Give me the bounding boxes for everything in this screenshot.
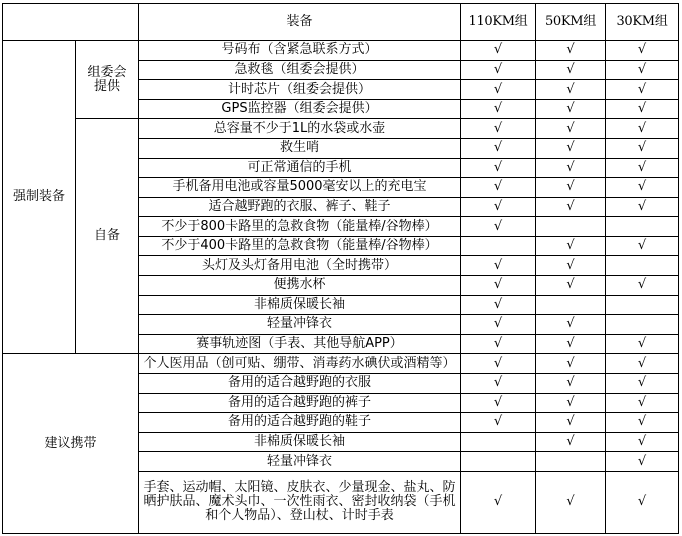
check-30km: √ — [606, 80, 679, 100]
check-50km — [536, 217, 606, 237]
check-110km — [461, 432, 536, 452]
check-50km: √ — [536, 334, 606, 354]
check-50km: √ — [536, 373, 606, 393]
check-30km — [606, 315, 679, 335]
check-110km: √ — [461, 217, 536, 237]
equipment-item: 备用的适合越野跑的衣服 — [139, 373, 461, 393]
check-110km: √ — [461, 393, 536, 413]
equipment-item: 个人医用品（创可贴、绷带、消毒药水碘伏或酒精等） — [139, 354, 461, 374]
table-row — [3, 354, 679, 374]
check-30km: √ — [606, 119, 679, 139]
check-30km: √ — [606, 471, 679, 533]
check-50km: √ — [536, 236, 606, 256]
check-50km: √ — [536, 393, 606, 413]
equipment-item: 赛事轨迹图（手表、其他导航APP） — [139, 334, 461, 354]
equipment-item: 不少于800卡路里的急救食物（能量棒/谷物棒） — [139, 217, 461, 237]
check-30km: √ — [606, 99, 679, 119]
check-30km: √ — [606, 413, 679, 433]
header-row — [3, 4, 679, 41]
check-110km: √ — [461, 80, 536, 100]
check-50km: √ — [536, 139, 606, 159]
check-110km: √ — [461, 354, 536, 374]
check-110km: √ — [461, 276, 536, 296]
check-30km — [606, 295, 679, 315]
check-50km: √ — [536, 178, 606, 198]
equipment-item: 计时芯片（组委会提供） — [139, 80, 461, 100]
check-30km: √ — [606, 393, 679, 413]
equipment-item: 救生哨 — [139, 139, 461, 159]
check-30km: √ — [606, 373, 679, 393]
equipment-item: 急救毯（组委会提供） — [139, 60, 461, 80]
table-body — [3, 4, 679, 534]
equipment-item: 非棉质保暖长袖 — [139, 432, 461, 452]
check-110km: √ — [461, 60, 536, 80]
check-110km: √ — [461, 158, 536, 178]
equipment-item: 手机备用电池或容量5000毫安以上的充电宝 — [139, 178, 461, 198]
check-30km — [606, 256, 679, 276]
check-110km: √ — [461, 315, 536, 335]
check-30km: √ — [606, 236, 679, 256]
table-row — [3, 41, 679, 61]
check-30km — [606, 217, 679, 237]
check-110km: √ — [461, 197, 536, 217]
check-50km: √ — [536, 99, 606, 119]
check-50km: √ — [536, 413, 606, 433]
check-110km: √ — [461, 99, 536, 119]
check-30km: √ — [606, 354, 679, 374]
equipment-item: 轻量冲锋衣 — [139, 452, 461, 472]
equipment-item: 总容量不少于1L的水袋或水壶 — [139, 119, 461, 139]
equipment-item: 轻量冲锋衣 — [139, 315, 461, 335]
check-50km: √ — [536, 80, 606, 100]
check-50km: √ — [536, 158, 606, 178]
check-110km: √ — [461, 373, 536, 393]
check-50km: √ — [536, 276, 606, 296]
header-50km-group: 50KM组 — [536, 4, 606, 41]
header-110km-group: 110KM组 — [461, 4, 536, 41]
check-50km: √ — [536, 60, 606, 80]
check-50km — [536, 452, 606, 472]
check-50km: √ — [536, 315, 606, 335]
check-50km: √ — [536, 119, 606, 139]
category-recommended: 建议携带 — [3, 354, 139, 534]
check-110km: √ — [461, 119, 536, 139]
header-corner-cell — [3, 4, 139, 41]
check-110km: √ — [461, 139, 536, 159]
check-50km: √ — [536, 256, 606, 276]
equipment-item: 头灯及头灯备用电池（全时携带） — [139, 256, 461, 276]
equipment-item: 备用的适合越野跑的裤子 — [139, 393, 461, 413]
equipment-table — [2, 3, 679, 534]
check-30km: √ — [606, 41, 679, 61]
equipment-item: 非棉质保暖长袖 — [139, 295, 461, 315]
equipment-item: 不少于400卡路里的急救食物（能量棒/谷物棒） — [139, 236, 461, 256]
check-50km: √ — [536, 432, 606, 452]
check-110km: √ — [461, 295, 536, 315]
header-30km-group: 30KM组 — [606, 4, 679, 41]
check-30km: √ — [606, 452, 679, 472]
subgroup-organizer-provided: 组委会 提供 — [76, 41, 139, 119]
check-110km: √ — [461, 41, 536, 61]
check-110km: √ — [461, 178, 536, 198]
check-30km: √ — [606, 178, 679, 198]
check-30km: √ — [606, 197, 679, 217]
check-110km — [461, 236, 536, 256]
equipment-item: 备用的适合越野跑的鞋子 — [139, 413, 461, 433]
check-30km: √ — [606, 139, 679, 159]
subgroup-self-prepared: 自备 — [76, 119, 139, 354]
check-30km: √ — [606, 158, 679, 178]
check-110km: √ — [461, 256, 536, 276]
equipment-item: 手套、运动帽、太阳镜、皮肤衣、少量现金、盐丸、防晒护肤品、魔术头巾、一次性雨衣、密封收纳袋（手机和个人物品）、登山杖、计时手表 — [139, 471, 461, 533]
equipment-item: 可正常通信的手机 — [139, 158, 461, 178]
table-row — [3, 119, 679, 139]
check-50km: √ — [536, 197, 606, 217]
check-30km: √ — [606, 432, 679, 452]
equipment-item: GPS监控器（组委会提供） — [139, 99, 461, 119]
check-50km: √ — [536, 471, 606, 533]
check-50km: √ — [536, 41, 606, 61]
check-50km — [536, 295, 606, 315]
check-50km: √ — [536, 354, 606, 374]
category-mandatory: 强制装备 — [3, 41, 76, 354]
check-110km: √ — [461, 334, 536, 354]
check-110km: √ — [461, 471, 536, 533]
check-110km: √ — [461, 413, 536, 433]
equipment-item: 便携水杯 — [139, 276, 461, 296]
equipment-item: 号码布（含紧急联系方式） — [139, 41, 461, 61]
check-110km — [461, 452, 536, 472]
check-30km: √ — [606, 276, 679, 296]
check-30km: √ — [606, 334, 679, 354]
equipment-item: 适合越野跑的衣服、裤子、鞋子 — [139, 197, 461, 217]
header-equipment: 装备 — [139, 4, 461, 41]
check-30km: √ — [606, 60, 679, 80]
